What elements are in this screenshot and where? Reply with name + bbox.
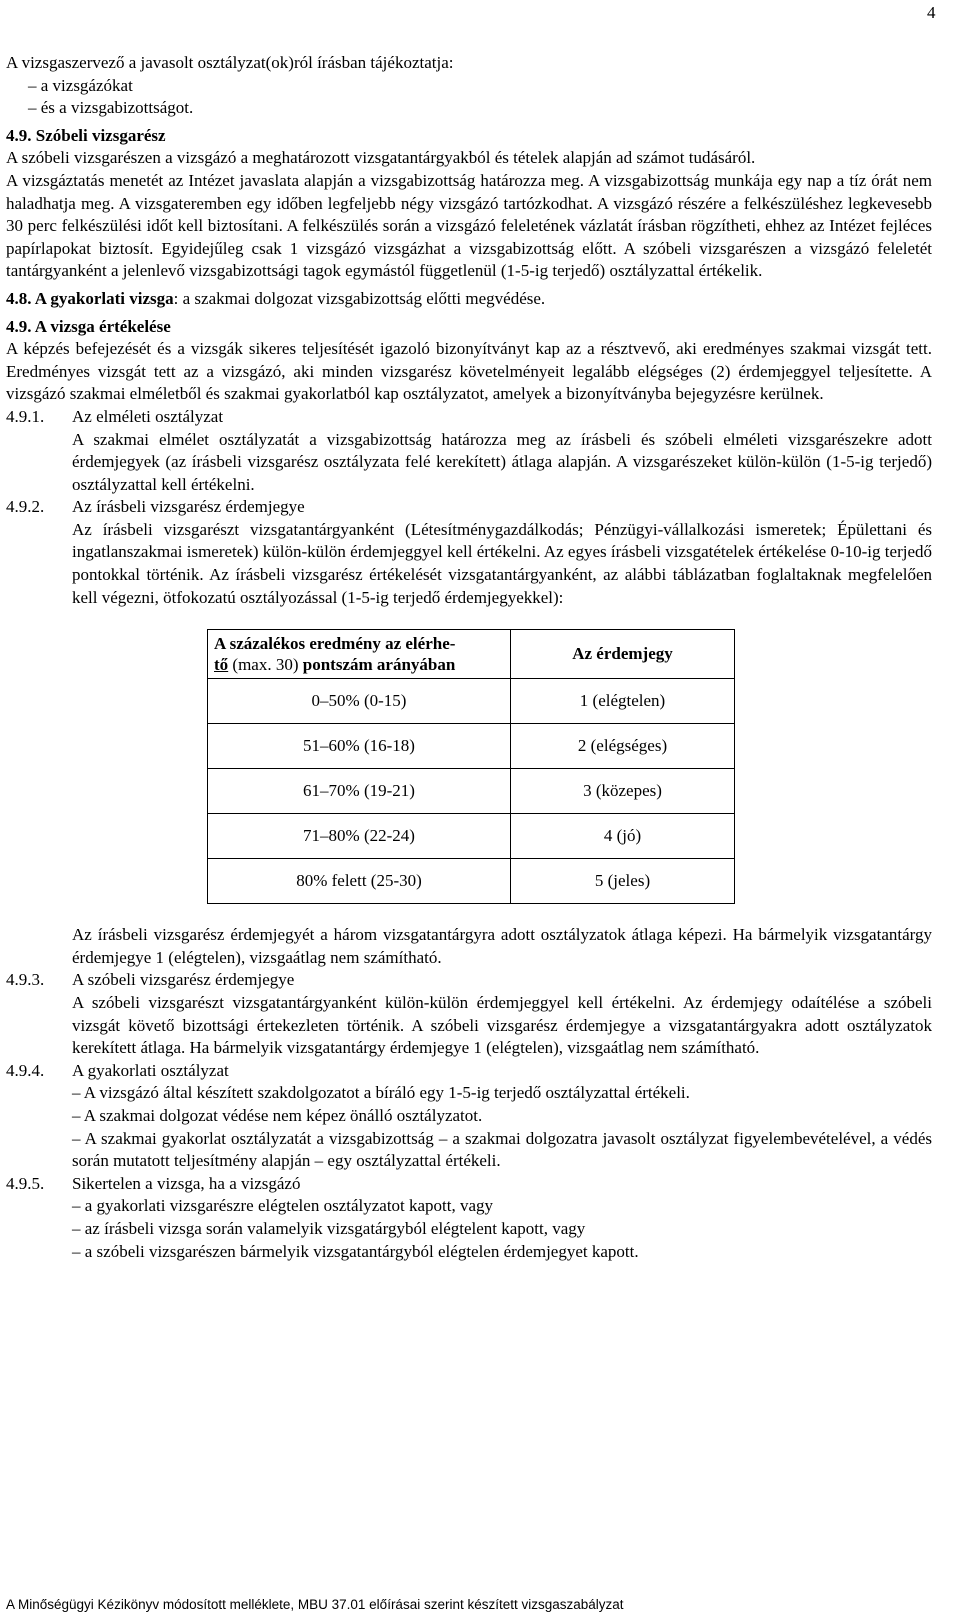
section-4-8 xyxy=(6,288,932,311)
page-number: 4 xyxy=(927,3,936,22)
subsection-number: 4.9.1. xyxy=(6,406,45,426)
grade-table xyxy=(207,629,735,904)
table-row xyxy=(208,679,735,724)
subsection-4-9-2 xyxy=(6,496,932,609)
subsection-title: Az elméleti osztályzat xyxy=(72,406,224,426)
list-item: – A vizsgázó által készített szakdolgozatot a bíráló egy 1-5-ig terjedő osztályzattal értékeli. xyxy=(72,1083,690,1103)
list-item: – A szakmai dolgozat védése nem képez önálló osztályzatot. xyxy=(72,1106,483,1125)
subsection-title: Az írásbeli vizsgarész érdemjegye xyxy=(72,497,305,517)
subsection-title: A gyakorlati osztályzat xyxy=(72,1060,229,1080)
subsection-4-9-4 xyxy=(6,1060,932,1173)
subsection-number: 4.9.2. xyxy=(6,497,45,517)
table-row xyxy=(208,724,735,769)
paragraph: A képzés befejezését és a vizsgák sikeres teljesítését igazoló bizonyítványt kap az a résztvevő, aki eredményes szakmai vizsgát tett. Eredményes vizsgát tett az a vizsgázó, aki minden vizsgarész követelményeit legalább elégséges (2) érdemjeggyel teljesítette. A vizsgázó szakmai elméletből és szakmai gyakorlatból kap osztályzatot, amelyek a bizonyítványba bejegyzésre kerülnek. xyxy=(6,339,932,404)
table-cell-grade: 2 (elégséges) xyxy=(511,724,735,769)
section-heading: 4.9. A vizsga értékelése xyxy=(6,316,171,336)
table-cell-range: 61–70% (19-21) xyxy=(208,769,511,814)
section-text: : a szakmai dolgozat vizsgabizottság előtti megvédése. xyxy=(173,288,546,308)
intro-dash-item: – a vizsgázókat xyxy=(28,75,133,95)
subsection-title: A szóbeli vizsgarész érdemjegye xyxy=(72,970,295,990)
list-item: – az írásbeli vizsga során valamelyik vizsgatárgyból elégtelent kapott, vagy xyxy=(72,1218,586,1238)
paragraph: Az írásbeli vizsgarész érdemjegyét a három vizsgatantárgyra adott osztályzatok átlaga képezi. Ha bármelyik vizsgatantárgy érdemjegye 1 (elégtelen), vizsgaátlag nem számítható. xyxy=(72,925,932,967)
intro-line: A vizsgaszervező a javasolt osztályzat(ok)ról írásban tájékoztatja: xyxy=(6,53,454,72)
subsection-4-9-5 xyxy=(6,1173,932,1263)
subsection-number: 4.9.4. xyxy=(6,1060,45,1080)
list-item: – A szakmai gyakorlat osztályzatát a vizsgabizottság – a szakmai dolgozatra javasolt osztályzat figyelembevételével, a védés során mutatott teljesítmény alapján – egy osztályzattal értékeli. xyxy=(72,1128,932,1171)
table-cell-range: 80% felett (25-30) xyxy=(208,859,511,904)
table-cell-range: 0–50% (0-15) xyxy=(208,679,511,724)
table-cell-grade: 4 (jó) xyxy=(511,814,735,859)
page-footer: A Minőségügyi Kézikönyv módosított melléklete, MBU 37.01 előírásai szerint készített vizsgaszabályzat xyxy=(6,1597,624,1612)
document-body xyxy=(6,52,932,1263)
paragraph: A szóbeli vizsgarészt vizsgatantárgyanként külön-külön érdemjeggyel kell értékelni. Az érdemjegy odaítélése a szóbeli vizsgát követő bizottsági értekezleten történik. A szóbeli vizsgarész érdemjegye a vizsgatantárgyakra adott osztályzatok kerekített átlaga. Ha bármelyik vizsgatantárgy érdemjegye 1 (elégtelen), vizsgaátlag nem számítható. xyxy=(72,993,932,1058)
section-label: 4.8. A gyakorlati vizsga xyxy=(6,288,174,308)
paragraph: A vizsgáztatás menetét az Intézet javaslata alapján a vizsgabizottság határozza meg. A vizsgabizottság munkája egy nap a tíz órát nem haladhatja meg. A vizsgateremben egy időben legfeljebb négy vizsgázó tartózkodhat. A vizsgázó részére a felkészüléshez legkevesebb 30 perc felkészülési időt kell biztosítani. A felkészülés során a vizsgázó feleletének vázlatát írásban rögzítheti, ehhez az Intézet fejléces papírlapokat biztosít. Egyidejűleg csak 1 vizsgázó vizsgázhat a vizsgabizottság előtt. A szóbeli vizsgarészen a vizsgázó feleletét tantárgyanként a jelenlevő vizsgabizottsági tagok egymástól függetlenül (1-5-ig terjedő) osztályzattal értékelik. xyxy=(6,170,932,281)
paragraph: A szóbeli vizsgarészen a vizsgázó a meghatározott vizsgatantárgyakból és tételek alapján ad számot tudásáról. xyxy=(6,148,756,168)
subsection-number: 4.9.5. xyxy=(6,1173,45,1193)
subsection-4-9-1 xyxy=(6,406,932,496)
table-row xyxy=(208,814,735,859)
paragraph: Az írásbeli vizsgarészt vizsgatantárgyanként (Létesítménygazdálkodás; Pénzügyi-vállalkozási ismeretek; Épülettani és ingatlanszakmai ismeretek) külön-külön érdemjeggyel kell értékelni. Az egyes írásbeli vizsgatételek értékelése 0-10-ig terjedő pontokkal történik. Az írásbeli vizsgarész értékelését vizsgatantárgyanként, az alábbi táblázatban foglaltaknak megfelelően kell végezni, ötfokozatú osztályozással (1-5-ig terjedő érdemjegyekkel): xyxy=(72,519,932,607)
table-row xyxy=(208,859,735,904)
section-heading: 4.9. Szóbeli vizsgarész xyxy=(6,125,166,145)
table-header-row xyxy=(208,630,735,679)
subsection-4-9-3 xyxy=(6,969,932,1059)
intro-dash-item: – és a vizsgabizottságot. xyxy=(28,98,194,118)
subsection-number: 4.9.3. xyxy=(6,970,45,990)
subsection-title: Sikertelen a vizsga, ha a vizsgázó xyxy=(72,1173,301,1193)
table-cell-grade: 5 (jeles) xyxy=(511,859,735,904)
table-row xyxy=(208,769,735,814)
table-header-grade: Az érdemjegy xyxy=(511,630,735,679)
table-cell-range: 51–60% (16-18) xyxy=(208,724,511,769)
table-cell-grade: 1 (elégtelen) xyxy=(511,679,735,724)
paragraph: A szakmai elmélet osztályzatát a vizsgabizottság határozza meg az írásbeli és szóbeli elméleti vizsgarészekre adott érdemjegyek (az írásbeli vizsgarész osztályzata felé kerekített) átlaga alapján. A vizsgarészeket külön-külön (1-5-ig terjedő) osztályzattal kell értékelni. xyxy=(72,429,932,494)
list-item: – a szóbeli vizsgarészen bármelyik vizsgatantárgyból elégtelen érdemjegyet kapott. xyxy=(72,1241,639,1261)
table-header-percent: A százalékos eredmény az elérhe- tő (max. 30) pontszám arányában xyxy=(208,630,511,679)
list-item: – a gyakorlati vizsgarészre elégtelen osztályzatot kapott, vagy xyxy=(72,1196,494,1216)
table-cell-grade: 3 (közepes) xyxy=(511,769,735,814)
table-cell-range: 71–80% (22-24) xyxy=(208,814,511,859)
